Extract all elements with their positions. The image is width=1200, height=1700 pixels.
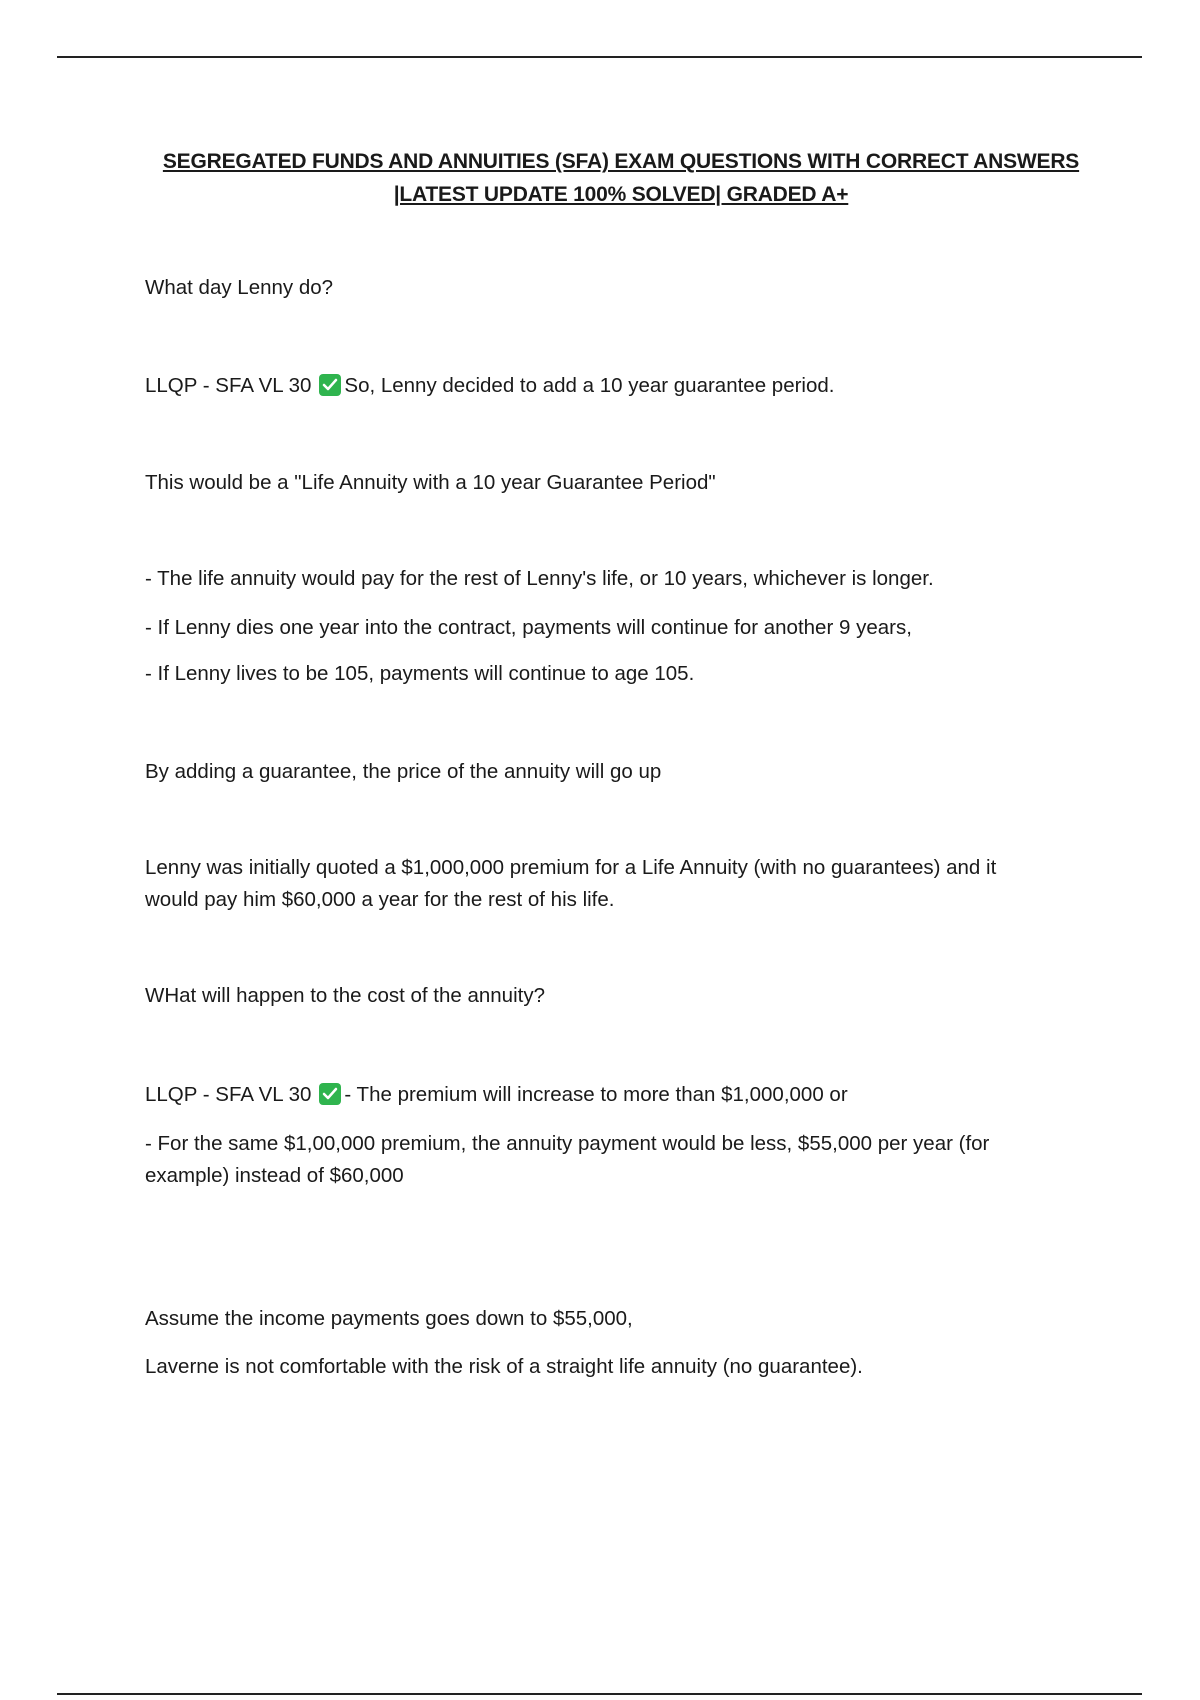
answer-2-continuation xyxy=(145,1128,1105,1192)
quote-paragraph xyxy=(145,852,1105,916)
annuity-type-paragraph: This would be a "Life Annuity with a 10 year Guarantee Period" xyxy=(145,471,716,494)
bullet-2: - If Lenny dies one year into the contract, payments will continue for another 9 years, xyxy=(145,616,912,639)
answer-2-more-line-2: example) instead of $60,000 xyxy=(145,1164,404,1187)
answer-1-text: So, Lenny decided to add a 10 year guarantee period. xyxy=(344,374,835,397)
laverne-paragraph: Laverne is not comfortable with the risk of a straight life annuity (no guarantee). xyxy=(145,1355,863,1378)
bullet-1: - The life annuity would pay for the rest of Lenny's life, or 10 years, whichever is longer. xyxy=(145,567,934,590)
answer-1-prefix: LLQP - SFA VL 30 xyxy=(145,374,312,397)
check-mark-icon xyxy=(319,374,341,396)
answer-1 xyxy=(145,370,1105,402)
quote-line-2: would pay him $60,000 a year for the rest of his life. xyxy=(145,888,615,911)
check-mark-icon xyxy=(319,1083,341,1105)
price-paragraph: By adding a guarantee, the price of the annuity will go up xyxy=(145,760,662,783)
answer-2 xyxy=(145,1079,1105,1111)
question-1: What day Lenny do? xyxy=(145,276,334,299)
document-title xyxy=(146,145,1096,211)
answer-2-prefix: LLQP - SFA VL 30 xyxy=(145,1083,312,1106)
answer-2-more-line-1: - For the same $1,00,000 premium, the annuity payment would be less, $55,000 per year (for xyxy=(145,1132,990,1155)
bullet-3: - If Lenny lives to be 105, payments will continue to age 105. xyxy=(145,662,695,685)
title-line-2: |LATEST UPDATE 100% SOLVED| GRADED A+ xyxy=(393,183,849,206)
bottom-rule xyxy=(57,1693,1142,1695)
top-rule xyxy=(57,56,1142,58)
answer-2-text: - The premium will increase to more than $1,000,000 or xyxy=(344,1083,848,1106)
question-2: WHat will happen to the cost of the annuity? xyxy=(145,984,545,1007)
title-line-1: SEGREGATED FUNDS AND ANNUITIES (SFA) EXAM QUESTIONS WITH CORRECT ANSWERS xyxy=(162,150,1080,173)
assume-paragraph: Assume the income payments goes down to $55,000, xyxy=(145,1307,633,1330)
quote-line-1: Lenny was initially quoted a $1,000,000 premium for a Life Annuity (with no guarantees) and it xyxy=(145,856,997,879)
